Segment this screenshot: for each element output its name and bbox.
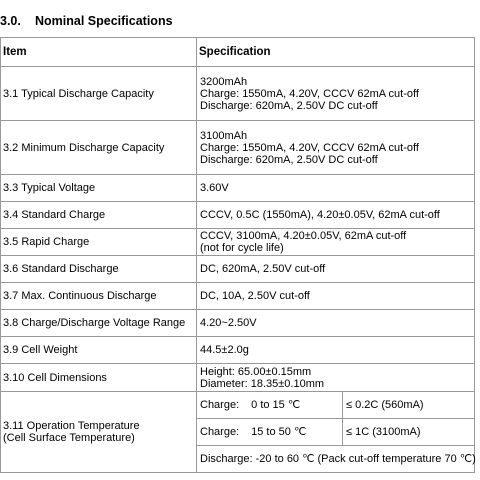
table-row <box>1 283 475 310</box>
section-title: Nominal Specifications <box>35 14 173 28</box>
table-row-specification <box>197 337 475 364</box>
table-row <box>1 310 475 337</box>
table-row-specification <box>197 202 475 229</box>
table-row-item: 3.10 Cell Dimensions <box>1 364 197 392</box>
table-row-specification <box>197 310 475 337</box>
section-number: 3.0. <box>0 14 21 28</box>
specification-line: Charge: 1550mA, 4.20V, CCCV 62mA cut-off <box>200 141 419 154</box>
charge-range: 15 to 50 ℃ <box>251 426 307 438</box>
specification-line: CCCV, 3100mA, 4.20±0.05V, 62mA cut-off <box>200 230 407 242</box>
table-row-item: 3.9 Cell Weight <box>1 337 197 364</box>
specification-line: DC, 10A, 2.50V cut-off <box>200 290 310 302</box>
table-row <box>1 121 475 175</box>
table-row-item: 3.5 Rapid Charge <box>1 229 197 256</box>
charge-rate-cell: ≤ 0.2C (560mA) <box>343 392 475 419</box>
table-row-item: 3.2 Minimum Discharge Capacity <box>1 121 197 175</box>
header-specification: Specification <box>197 38 475 67</box>
specification-line: 3.60V <box>200 182 229 194</box>
charge-range-cell <box>197 419 343 446</box>
discharge-cell: Discharge: -20 to 60 ℃ (Pack cut-off temperature 70 ℃) <box>197 446 475 473</box>
table-row <box>1 175 475 202</box>
table-row-item: 3.7 Max. Continuous Discharge <box>1 283 197 310</box>
table-row-specification <box>197 364 475 392</box>
specification-line: 44.5±2.0g <box>200 344 249 356</box>
table-row-item <box>1 392 197 473</box>
table-row-specification <box>197 256 475 283</box>
specification-line: Height: 65.00±0.15mm <box>200 365 312 378</box>
temperature-item-line-2: (Cell Surface Temperature) <box>3 432 135 444</box>
specification-line: Discharge: 620mA, 2.50V DC cut-off <box>200 99 378 112</box>
table-row-specification <box>197 67 475 121</box>
table-row-specification <box>197 229 475 256</box>
specification-line: Charge: 1550mA, 4.20V, CCCV 62mA cut-off <box>200 87 419 100</box>
table-row-item: 3.3 Typical Voltage <box>1 175 197 202</box>
table-row-item: 3.6 Standard Discharge <box>1 256 197 283</box>
specification-line: Discharge: 620mA, 2.50V DC cut-off <box>200 153 378 166</box>
table-row-specification <box>197 121 475 175</box>
specification-line: Diameter: 18.35±0.10mm <box>200 377 325 390</box>
table-header-row <box>1 38 475 67</box>
charge-range: 0 to 15 ℃ <box>251 399 301 411</box>
charge-range-cell <box>197 392 343 419</box>
specification-line: CCCV, 0.5C (1550mA), 4.20±0.05V, 62mA cut-off <box>200 209 440 221</box>
table-row <box>1 202 475 229</box>
temperature-item-line-1: 3.11 Operation Temperature <box>3 420 140 432</box>
specification-line: (not for cycle life) <box>200 242 284 254</box>
section-heading <box>0 14 173 28</box>
table-row <box>1 256 475 283</box>
specification-line: 4.20~2.50V <box>200 317 257 329</box>
table-row-item: 3.1 Typical Discharge Capacity <box>1 67 197 121</box>
table-row-specification <box>197 283 475 310</box>
charge-label: Charge: <box>200 426 240 438</box>
specification-line: DC, 620mA, 2.50V cut-off <box>200 263 326 275</box>
specification-line: 3200mAh <box>200 75 248 88</box>
table-row-specification <box>197 175 475 202</box>
table-row <box>1 337 475 364</box>
table-row-temperature-charge-1 <box>1 392 475 419</box>
table-row <box>1 229 475 256</box>
table-row <box>1 364 475 392</box>
table-row-item: 3.4 Standard Charge <box>1 202 197 229</box>
charge-label: Charge: <box>200 399 240 411</box>
table-row <box>1 67 475 121</box>
spec-table <box>0 37 475 473</box>
header-item: Item <box>1 38 197 67</box>
charge-rate-cell: ≤ 1C (3100mA) <box>343 419 475 446</box>
specification-line: 3100mAh <box>200 129 248 142</box>
table-row-item: 3.8 Charge/Discharge Voltage Range <box>1 310 197 337</box>
